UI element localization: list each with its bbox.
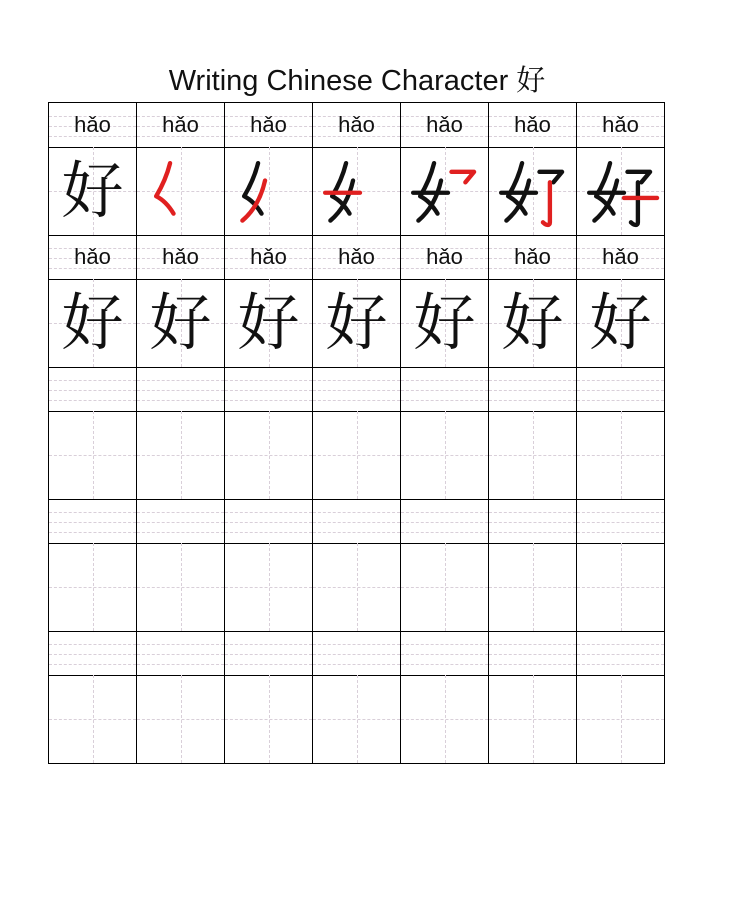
guide-line xyxy=(49,654,136,655)
guide-line xyxy=(225,644,312,645)
guide-line xyxy=(137,512,224,513)
guide-line xyxy=(401,380,488,381)
pinyin-cell xyxy=(137,235,225,279)
character-cell xyxy=(225,147,313,235)
guide-line xyxy=(313,512,400,513)
pinyin-cell xyxy=(225,103,313,147)
writing-cell[interactable] xyxy=(489,543,577,631)
guide-line xyxy=(313,644,400,645)
guide-line xyxy=(577,644,664,645)
pinyin-cell xyxy=(577,499,664,543)
title-character: 好 xyxy=(516,63,546,97)
pinyin-row xyxy=(49,103,664,148)
pinyin-cell xyxy=(401,367,489,411)
guide-line xyxy=(489,654,576,655)
guide-line xyxy=(137,664,224,665)
pinyin-cell xyxy=(401,235,489,279)
guide-line xyxy=(489,522,576,523)
writing-cell[interactable] xyxy=(137,411,225,499)
practice-row xyxy=(49,367,664,412)
pinyin-cell xyxy=(137,367,225,411)
writing-cell[interactable] xyxy=(577,675,664,763)
pinyin-cell xyxy=(49,367,137,411)
center-guide-vertical xyxy=(93,543,94,631)
guide-line xyxy=(313,390,400,391)
center-guide-vertical xyxy=(621,411,622,499)
pinyin-cell xyxy=(49,235,137,279)
guide-line xyxy=(401,532,488,533)
guide-line xyxy=(49,664,136,665)
character-cell xyxy=(137,147,225,235)
center-guide-vertical xyxy=(445,675,446,763)
guide-line xyxy=(225,390,312,391)
page-title xyxy=(0,58,714,99)
pinyin-label: hǎo xyxy=(250,112,287,137)
guide-line xyxy=(313,664,400,665)
pinyin-cell xyxy=(225,235,313,279)
character-row xyxy=(49,279,664,368)
center-guide-vertical xyxy=(621,543,622,631)
character-row xyxy=(49,147,664,236)
writing-cell[interactable] xyxy=(401,543,489,631)
pinyin-cell xyxy=(489,367,577,411)
pinyin-cell xyxy=(137,631,225,675)
center-guide-vertical xyxy=(445,543,446,631)
guide-line xyxy=(137,532,224,533)
pinyin-cell xyxy=(401,631,489,675)
guide-line xyxy=(49,400,136,401)
pinyin-cell xyxy=(401,103,489,147)
writing-cell[interactable] xyxy=(489,411,577,499)
guide-line xyxy=(137,644,224,645)
guide-line xyxy=(225,532,312,533)
character-cell xyxy=(401,279,489,367)
guide-line xyxy=(225,654,312,655)
practice-row xyxy=(49,411,664,500)
stroke-5 xyxy=(631,182,638,225)
writing-cell[interactable] xyxy=(49,411,137,499)
pinyin-cell xyxy=(313,367,401,411)
guide-line xyxy=(137,522,224,523)
character-cell xyxy=(401,147,489,235)
guide-line xyxy=(225,380,312,381)
center-guide-vertical xyxy=(181,411,182,499)
pinyin-cell xyxy=(313,499,401,543)
center-guide-vertical xyxy=(269,543,270,631)
center-guide-vertical xyxy=(269,675,270,763)
pinyin-label: hǎo xyxy=(426,244,463,269)
pinyin-cell xyxy=(313,235,401,279)
model-character: 好 xyxy=(61,154,124,227)
pinyin-row xyxy=(49,235,664,280)
guide-line xyxy=(49,644,136,645)
guide-line xyxy=(225,522,312,523)
pinyin-label: hǎo xyxy=(514,112,551,137)
stroke-5 xyxy=(543,182,550,225)
pinyin-cell xyxy=(225,499,313,543)
writing-cell[interactable] xyxy=(489,675,577,763)
character-cell xyxy=(313,147,401,235)
writing-cell[interactable] xyxy=(137,543,225,631)
guide-line xyxy=(49,522,136,523)
pinyin-cell xyxy=(577,235,664,279)
guide-line xyxy=(49,380,136,381)
guide-line xyxy=(489,390,576,391)
guide-line xyxy=(577,522,664,523)
pinyin-cell xyxy=(137,499,225,543)
center-guide-vertical xyxy=(269,411,270,499)
pinyin-cell xyxy=(489,103,577,147)
stroke-1 xyxy=(156,163,173,213)
character-cell xyxy=(313,279,401,367)
guide-line xyxy=(49,512,136,513)
center-guide-vertical xyxy=(621,675,622,763)
model-character: 好 xyxy=(589,286,652,359)
writing-cell[interactable] xyxy=(225,543,313,631)
writing-cell[interactable] xyxy=(225,411,313,499)
guide-line xyxy=(137,654,224,655)
pinyin-cell xyxy=(489,499,577,543)
guide-line xyxy=(401,654,488,655)
model-character: 好 xyxy=(149,286,212,359)
guide-line xyxy=(401,664,488,665)
stroke-order-diagram xyxy=(313,147,400,235)
practice-row xyxy=(49,675,664,763)
writing-cell[interactable] xyxy=(401,675,489,763)
pinyin-label: hǎo xyxy=(250,244,287,269)
center-guide-vertical xyxy=(533,543,534,631)
center-guide-vertical xyxy=(357,543,358,631)
center-guide-vertical xyxy=(533,675,534,763)
guide-line xyxy=(401,390,488,391)
pinyin-cell xyxy=(577,631,664,675)
pinyin-label: hǎo xyxy=(74,112,111,137)
pinyin-cell xyxy=(225,631,313,675)
pinyin-cell xyxy=(489,235,577,279)
writing-cell[interactable] xyxy=(49,543,137,631)
title-text: Writing Chinese Character xyxy=(168,65,509,97)
character-cell xyxy=(225,279,313,367)
guide-line xyxy=(137,380,224,381)
pinyin-label: hǎo xyxy=(602,112,639,137)
model-character: 好 xyxy=(237,286,300,359)
writing-cell[interactable] xyxy=(137,675,225,763)
guide-line xyxy=(49,532,136,533)
pinyin-cell xyxy=(313,103,401,147)
guide-line xyxy=(313,400,400,401)
guide-line xyxy=(577,654,664,655)
writing-cell[interactable] xyxy=(313,411,401,499)
guide-line xyxy=(225,400,312,401)
guide-line xyxy=(49,390,136,391)
writing-cell[interactable] xyxy=(577,411,664,499)
practice-row xyxy=(49,631,664,676)
guide-line xyxy=(225,664,312,665)
stroke-order-diagram xyxy=(577,147,664,235)
character-cell xyxy=(489,279,577,367)
pinyin-cell xyxy=(401,499,489,543)
center-guide-vertical xyxy=(445,411,446,499)
pinyin-label: hǎo xyxy=(338,112,375,137)
writing-cell[interactable] xyxy=(49,675,137,763)
pinyin-label: hǎo xyxy=(338,244,375,269)
pinyin-label: hǎo xyxy=(74,244,111,269)
model-character: 好 xyxy=(61,286,124,359)
center-guide-vertical xyxy=(357,411,358,499)
guide-line xyxy=(577,380,664,381)
center-guide-vertical xyxy=(533,411,534,499)
character-cell xyxy=(577,147,664,235)
guide-line xyxy=(489,512,576,513)
guide-line xyxy=(489,400,576,401)
character-cell xyxy=(137,279,225,367)
guide-line xyxy=(313,654,400,655)
pinyin-cell xyxy=(49,499,137,543)
guide-line xyxy=(577,532,664,533)
stroke-order-diagram xyxy=(401,147,488,235)
pinyin-cell xyxy=(137,103,225,147)
guide-line xyxy=(489,532,576,533)
pinyin-cell xyxy=(577,103,664,147)
practice-row xyxy=(49,499,664,544)
guide-line xyxy=(401,644,488,645)
guide-line xyxy=(137,400,224,401)
stroke-order-diagram xyxy=(137,147,224,235)
guide-line xyxy=(313,532,400,533)
guide-line xyxy=(137,390,224,391)
pinyin-cell xyxy=(49,631,137,675)
guide-line xyxy=(489,380,576,381)
guide-line xyxy=(489,644,576,645)
practice-row xyxy=(49,543,664,632)
model-character: 好 xyxy=(501,286,564,359)
pinyin-label: hǎo xyxy=(162,112,199,137)
pinyin-cell xyxy=(489,631,577,675)
pinyin-label: hǎo xyxy=(162,244,199,269)
stroke-order-diagram xyxy=(225,147,312,235)
pinyin-cell xyxy=(313,631,401,675)
guide-line xyxy=(313,380,400,381)
model-character: 好 xyxy=(413,286,476,359)
guide-line xyxy=(401,522,488,523)
model-character: 好 xyxy=(325,286,388,359)
stroke-order-diagram xyxy=(489,147,576,235)
pinyin-cell xyxy=(577,367,664,411)
guide-line xyxy=(489,664,576,665)
pinyin-cell xyxy=(225,367,313,411)
character-cell xyxy=(577,279,664,367)
practice-grid xyxy=(48,102,665,764)
character-cell xyxy=(489,147,577,235)
character-cell xyxy=(49,147,137,235)
center-guide-vertical xyxy=(93,411,94,499)
writing-cell[interactable] xyxy=(225,675,313,763)
pinyin-label: hǎo xyxy=(514,244,551,269)
guide-line xyxy=(577,390,664,391)
pinyin-label: hǎo xyxy=(426,112,463,137)
character-cell xyxy=(49,279,137,367)
writing-cell[interactable] xyxy=(577,543,664,631)
writing-cell[interactable] xyxy=(313,675,401,763)
writing-cell[interactable] xyxy=(313,543,401,631)
center-guide-vertical xyxy=(181,543,182,631)
guide-line xyxy=(577,512,664,513)
guide-line xyxy=(401,400,488,401)
guide-line xyxy=(225,512,312,513)
center-guide-vertical xyxy=(357,675,358,763)
pinyin-label: hǎo xyxy=(602,244,639,269)
guide-line xyxy=(577,664,664,665)
center-guide-vertical xyxy=(93,675,94,763)
guide-line xyxy=(313,522,400,523)
center-guide-vertical xyxy=(181,675,182,763)
pinyin-cell xyxy=(49,103,137,147)
writing-cell[interactable] xyxy=(401,411,489,499)
guide-line xyxy=(401,512,488,513)
guide-line xyxy=(577,400,664,401)
stroke-4 xyxy=(451,172,474,182)
